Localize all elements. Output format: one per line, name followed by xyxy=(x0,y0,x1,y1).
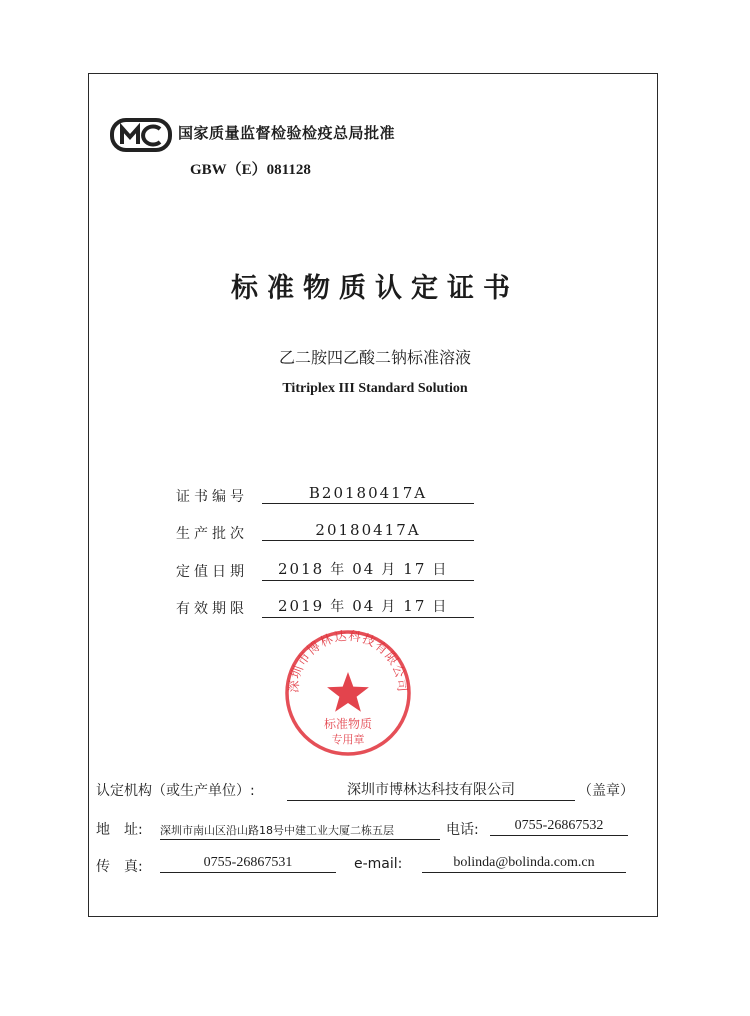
phone-label: 电话: xyxy=(446,822,479,838)
cert-no-value: B20180417A xyxy=(262,484,474,504)
page-title: 标准物质认定证书 xyxy=(231,273,519,304)
month-unit: 月 xyxy=(381,562,398,578)
email-label: e-mail: xyxy=(354,856,403,872)
day-unit: 日 xyxy=(432,599,449,615)
address-label: 地 址: xyxy=(96,822,143,838)
day-unit: 日 xyxy=(432,562,449,578)
expiry-month: 04 xyxy=(352,597,376,615)
gbw-code: GBW（E）081128 xyxy=(190,162,311,178)
star-icon xyxy=(327,672,369,712)
fax-value: 0755-26867531 xyxy=(160,855,336,873)
rating-date-month: 04 xyxy=(352,560,376,578)
rating-date-year: 2018 xyxy=(278,560,325,578)
year-unit: 年 xyxy=(330,562,347,578)
phone-value: 0755-26867532 xyxy=(490,818,628,836)
cmc-logo-icon xyxy=(110,118,172,152)
year-unit: 年 xyxy=(330,599,347,615)
rating-date-label: 定值日期 xyxy=(176,564,248,580)
fax-label: 传 真: xyxy=(96,859,143,875)
org-value: 深圳市博林达科技有限公司 xyxy=(287,779,575,801)
seal-inner-line2: 专用章 xyxy=(331,733,365,746)
expiry-value xyxy=(262,596,474,618)
address-value: 深圳市南山区沿山路18号中建工业大厦二栋五层 xyxy=(160,822,440,840)
expiry-day: 17 xyxy=(403,597,427,615)
approval-authority: 国家质量监督检验检疫总局批准 xyxy=(178,124,396,142)
expiry-year: 2019 xyxy=(278,597,325,615)
official-seal xyxy=(283,628,413,758)
seal-inner-line1: 标准物质 xyxy=(323,717,373,731)
org-label: 认定机构（或生产单位）: xyxy=(96,783,255,799)
cert-no-label: 证书编号 xyxy=(176,489,248,505)
seal-arc-text: 深圳市博林达科技有限公司 xyxy=(285,628,411,694)
substance-name-en: Titriplex III Standard Solution xyxy=(282,381,468,396)
batch-label: 生产批次 xyxy=(176,526,248,542)
rating-date-day: 17 xyxy=(403,560,427,578)
batch-value: 20180417A xyxy=(262,521,474,541)
substance-name-cn: 乙二胺四乙酸二钠标准溶液 xyxy=(278,348,471,367)
expiry-label: 有效期限 xyxy=(176,601,248,617)
rating-date-value xyxy=(262,559,474,581)
month-unit: 月 xyxy=(381,599,398,615)
seal-note: （盖章） xyxy=(578,783,634,799)
email-value: bolinda@bolinda.com.cn xyxy=(422,855,626,873)
